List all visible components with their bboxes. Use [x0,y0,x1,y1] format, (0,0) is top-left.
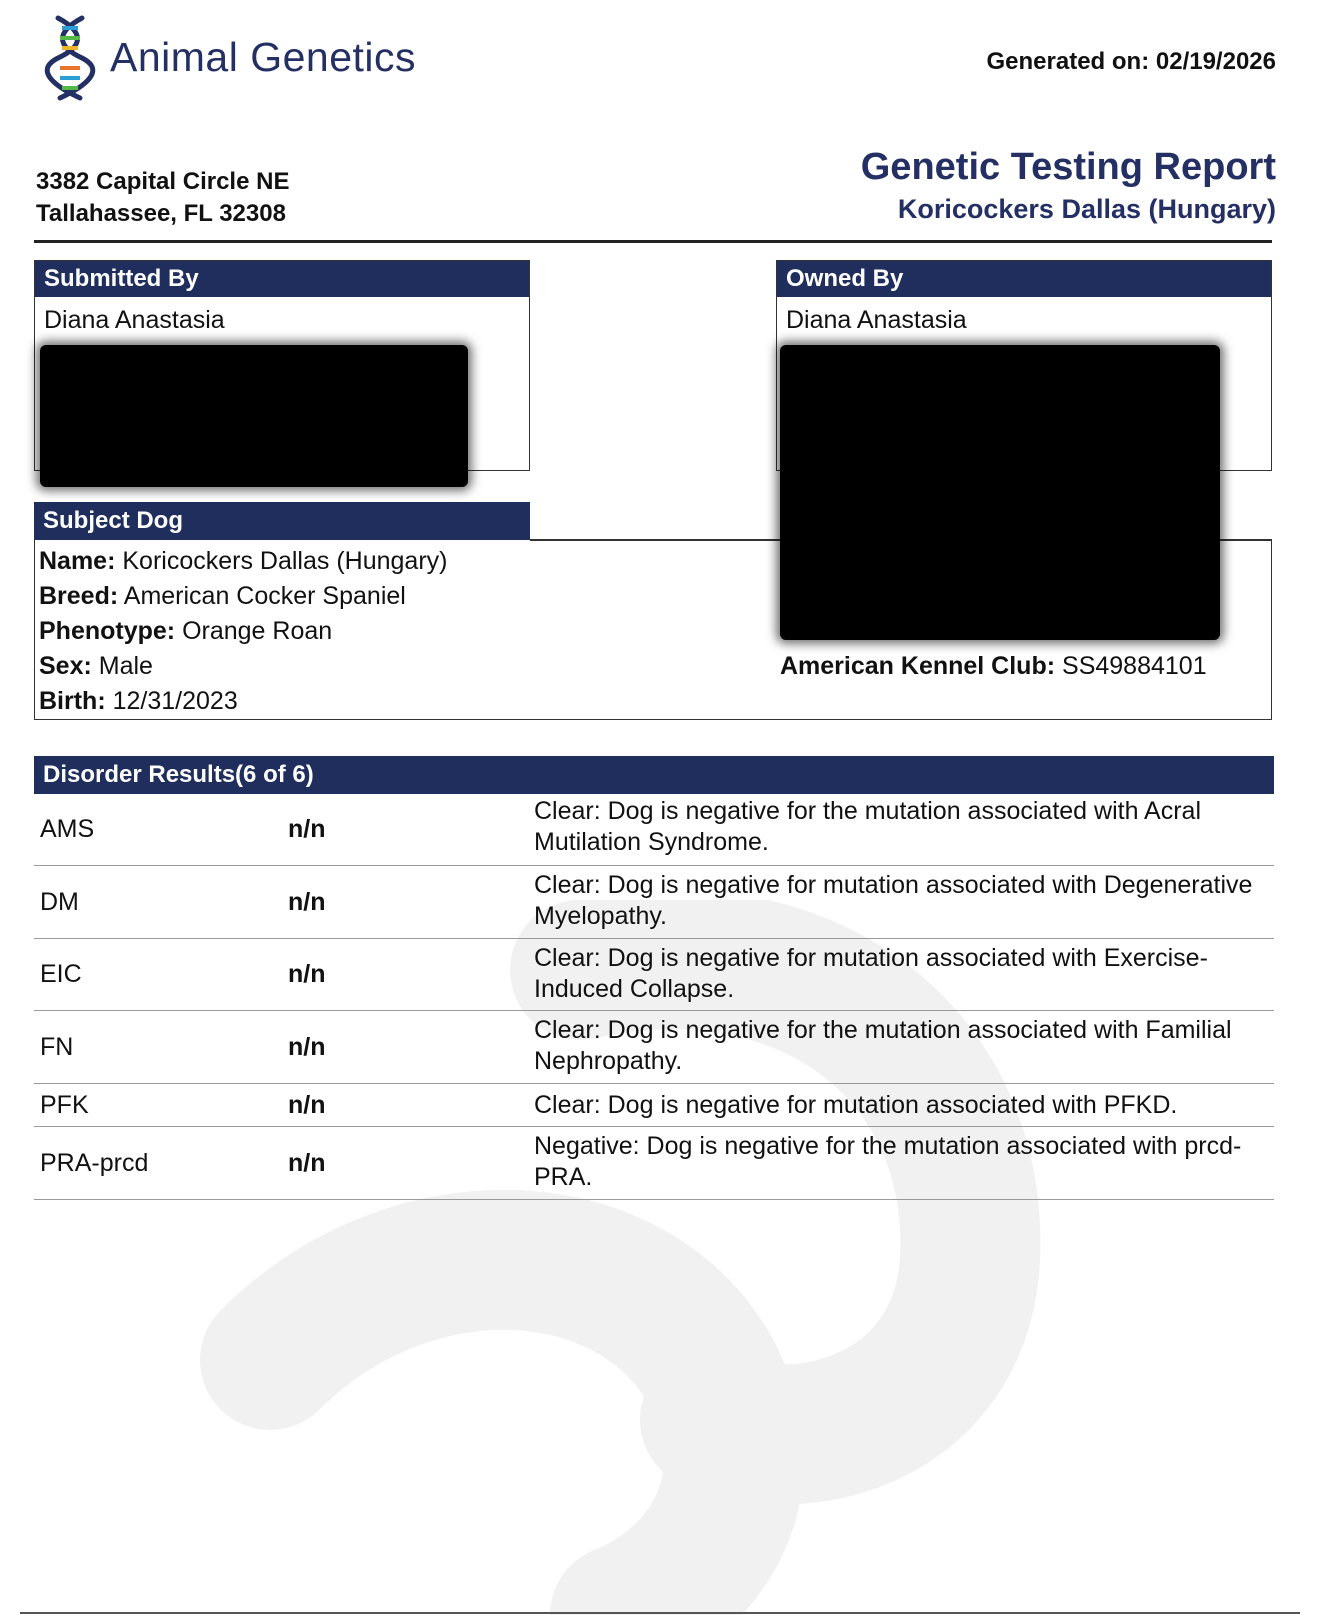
disorder-genotype: n/n [288,815,326,843]
dog-sex-label: Sex: [39,652,92,680]
dog-name-line [39,544,447,579]
dog-breed-label: Breed: [39,582,119,610]
dog-sex-line [39,649,447,684]
table-row [34,1011,1274,1084]
table-row [34,866,1274,939]
dog-breed-line [39,579,447,614]
report-subtitle: Koricockers Dallas (Hungary) [897,194,1276,224]
disorder-description: Clear: Dog is negative for mutation associated with Exercise-Induced Collapse. [534,944,1208,1003]
subject-dog-heading: Subject Dog [34,502,530,540]
dog-phenotype-label: Phenotype: [39,617,176,645]
dog-birth-label: Birth: [39,687,106,715]
disorder-code: EIC [40,960,82,988]
footer-divider [20,1612,1300,1614]
disorder-code: DM [40,888,79,916]
disorder-description: Clear: Dog is negative for mutation associated with PFKD. [534,1091,1178,1119]
dog-phenotype-line [39,614,447,649]
dog-sex: Male [98,652,153,680]
dog-breed: American Cocker Spaniel [123,582,406,610]
dog-birth: 12/31/2023 [112,687,238,715]
disorder-description: Clear: Dog is negative for the mutation associated with Acral Mutilation Syndrome. [534,797,1202,856]
submitted-by-name: Diana Anastasia [44,306,225,334]
brand-name: Animal Genetics [110,34,417,80]
disorder-description: Clear: Dog is negative for mutation associated with Degenerative Myelopathy. [534,871,1253,930]
table-row [34,794,1274,866]
generated-date [987,48,1277,76]
registry-label: American Kennel Club: [780,652,1056,680]
table-row [34,1084,1274,1127]
dog-name-label: Name: [39,547,116,575]
generated-label: Generated on: [986,48,1150,75]
dog-birth-line [39,684,447,719]
disorder-code: PRA-prcd [40,1149,149,1177]
dog-phenotype: Orange Roan [182,617,333,645]
disorder-code: FN [40,1033,74,1061]
disorder-description: Clear: Dog is negative for the mutation associated with Familial Nephropathy. [534,1016,1232,1075]
table-row [34,939,1274,1011]
disorder-code: PFK [40,1091,89,1119]
generated-value: 02/19/2026 [1155,48,1276,75]
disorder-description: Negative: Dog is negative for the mutation associated with prcd-PRA. [534,1132,1242,1191]
address-line-1: 3382 Capital Circle NE [36,168,290,195]
dog-name: Koricockers Dallas (Hungary) [122,547,448,575]
disorder-code: AMS [40,815,95,843]
registry-number: SS49884101 [1062,652,1207,680]
redacted-block [40,345,468,487]
owned-by-name: Diana Anastasia [786,306,967,334]
subject-dog-details [39,544,447,719]
report-title: Genetic Testing Report [860,146,1276,188]
address-line-2: Tallahassee, FL 32308 [36,200,286,227]
lab-address [36,166,289,230]
owned-by-heading: Owned By [777,261,1271,297]
disorder-genotype: n/n [288,1149,326,1177]
disorder-genotype: n/n [288,1091,326,1119]
registry-line [780,649,1207,684]
disorder-results-heading: Disorder Results(6 of 6) [34,756,1274,794]
redacted-block [780,345,1220,640]
disorder-genotype: n/n [288,960,326,988]
table-row [34,1127,1274,1200]
disorder-genotype: n/n [288,888,326,916]
dna-logo-icon [44,12,96,104]
disorder-genotype: n/n [288,1033,326,1061]
header-divider [34,240,1272,243]
submitted-by-heading: Submitted By [35,261,529,297]
